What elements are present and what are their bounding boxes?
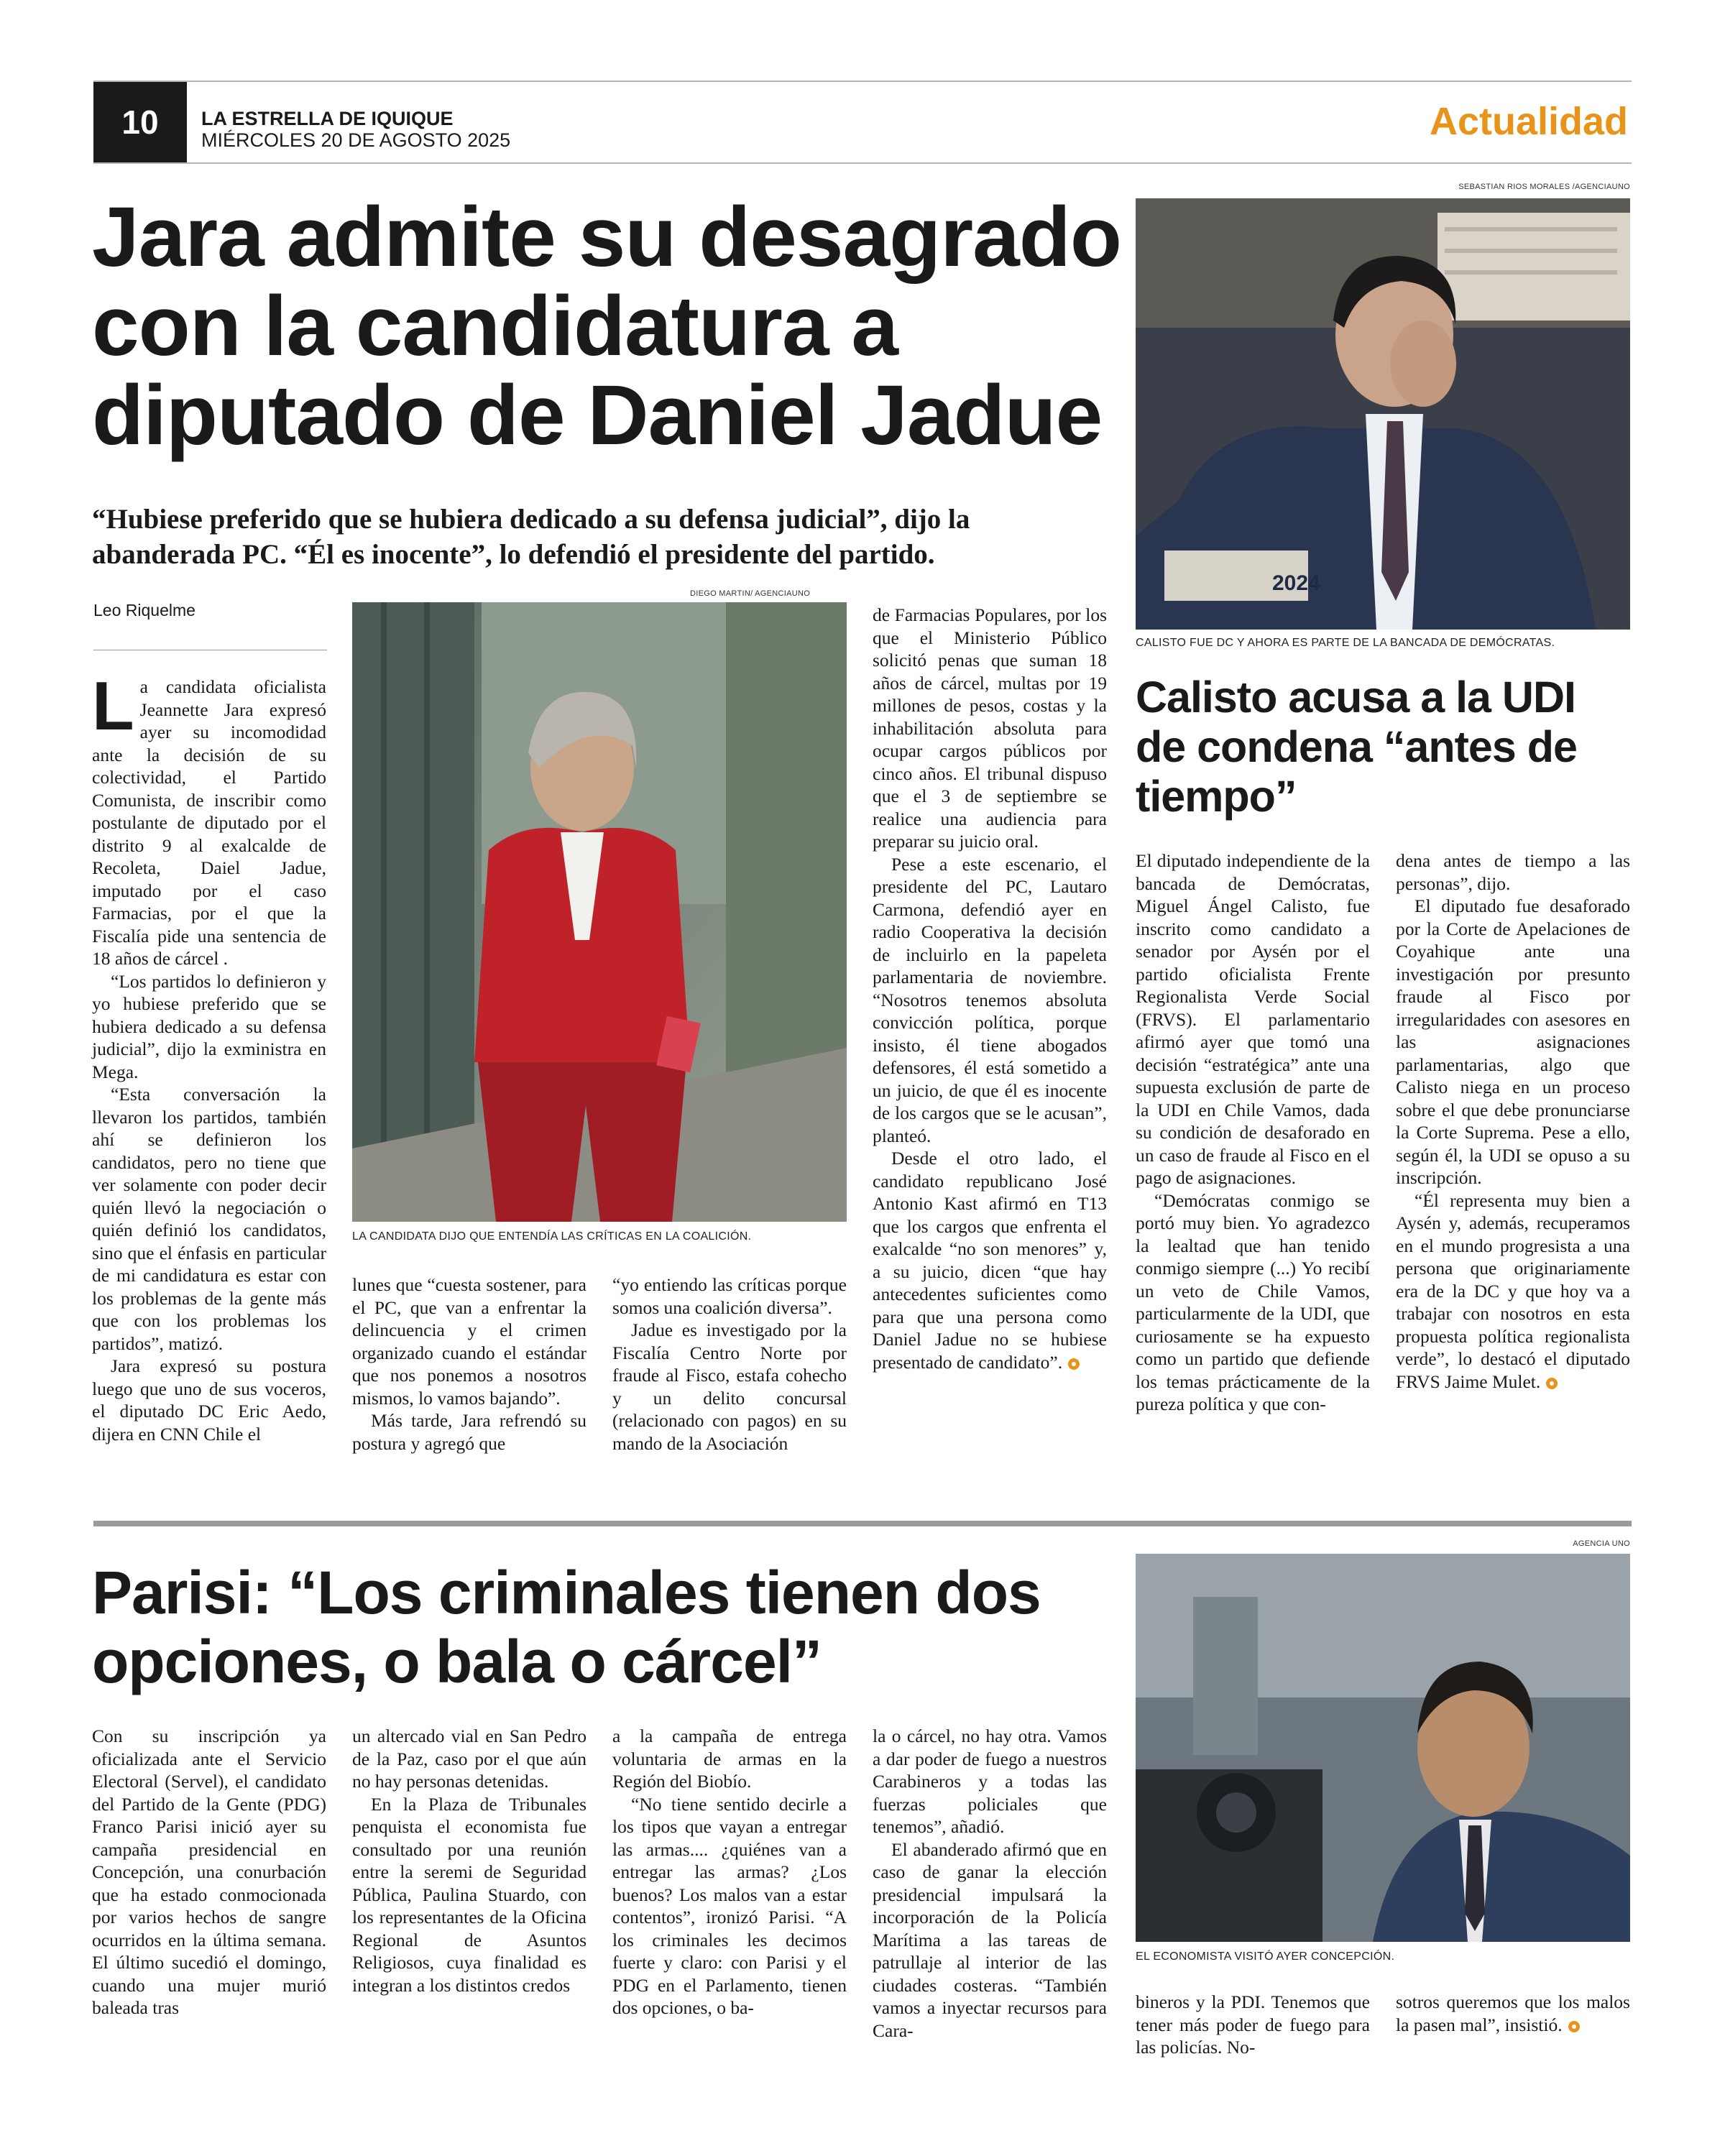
article3-column-4: [873, 1725, 1107, 2042]
article3-column-5: [1136, 1991, 1370, 2059]
article3-column-2: [352, 1725, 586, 1996]
newspaper-name: LA ESTRELLA DE IQUIQUE: [201, 108, 454, 129]
article3-col2-para: un altercado vial en San Pedro de la Paz, caso por el que aún no hay personas detenidas.: [352, 1726, 586, 1792]
article-end-icon: [1068, 1358, 1080, 1370]
header-top-rule: [93, 80, 1632, 82]
article1-col1-para: La candidata oficialista Jeannette Jara expresó ayer su incomodidad ante la decisión de su colectividad, el Partido Comunista, de inscribir como postulante de diputado por el distrito 9 al exalcalde de Recoleta, Daiel Jadue, imputado por el caso Farmacias, por el que la Fiscalía pide una sentencia de 18 años de cárcel .: [92, 668, 326, 969]
page-number: 10: [121, 103, 159, 141]
article2-col2-para: “Él representa muy bien a Aysén y, además, recuperamos en el mundo progresista a una persona que originariamente era de la DC y que hoy va a trabajar con nosotros en esta propuesta política regionalista verde”, lo destacó el diputado FRVS Jaime Mulet.: [1396, 1189, 1630, 1392]
article3-column-3: [612, 1725, 847, 2019]
article1-col1-para: “Los partidos lo definieron y yo hubiese preferido que se hubiera dedicado a su defensa judicial”, dijo la exministra en Mega.: [92, 970, 326, 1082]
section-divider: [93, 1521, 1632, 1526]
article2-photo-credit: SEBASTIAN RIOS MORALES /AGENCIAUNO: [1458, 183, 1630, 191]
article1-col4-para: de Farmacias Populares, por los que el Ministerio Público solicitó penas que suman 18 años de cárcel, multas por 19 millones de pesos, costas y la inhabilitación absoluta para ocupar cargos públicos por cinco años. El tribunal dispuso que el 3 de septiembre se realice una audiencia para preparar su juicio oral.: [873, 604, 1107, 852]
article1-col3-para: “yo entiendo las críticas porque somos una coalición diversa”.: [612, 1274, 847, 1318]
dropcap: L: [92, 668, 134, 745]
article3-column-1: [92, 1725, 326, 2019]
article3-col4-para: El abanderado afirmó que en caso de ganar la elección presidencial impulsará la incorporación de la Policía Marítima a las tareas de patrullaje al interior de las ciudades costeras. “También vamos a inyectar recursos para Cara-: [873, 1838, 1107, 2041]
jara-photo: [352, 602, 847, 1222]
article1-col2-para: Más tarde, Jara refrendó su postura y agregó que: [352, 1410, 586, 1454]
article-end-icon: [1546, 1378, 1558, 1389]
article1-col3-para: Jadue es investigado por la Fiscalía Centro Norte por fraude al Fisco, estafa cohecho y un delito concursal (relacionado con pagos) en su mando de la Asociación: [612, 1319, 847, 1454]
article3-col5-para: bineros y la PDI. Tenemos que tener más poder de fuego para las policías. No-: [1136, 1991, 1370, 2058]
article2-col2-para: El diputado fue desaforado por la Corte de Apelaciones de Coyahique ante una investigación por presunto fraude al Fisco por irregularidades con asesores en las asignaciones parlamentarias, algo que Calisto niega en un proceso sobre el que debe pronunciarse la Corte Suprema. Pese a ello, según él, la UDI se opuso a su inscripción.: [1396, 895, 1630, 1188]
article1-column-4: [873, 604, 1107, 1373]
article1-column-3: [612, 1273, 847, 1455]
article2-column-1: [1136, 849, 1370, 1416]
article3-photo-credit: AGENCIA UNO: [1573, 1539, 1630, 1548]
article1-col1-para: “Esta conversación la llevaron los partidos, también ahí se definieron los candidatos, pero no tiene que ver solamente con poder decir quién llevó la negociación o quién definió los candidatos, sino que el énfasis en particular de mi candidatura es estar con los problemas de la gente más que con los problemas los partidos”, matizó.: [92, 1084, 326, 1354]
article1-photo-credit: DIEGO MARTIN/ AGENCIAUNO: [690, 589, 811, 598]
article3-col4-para: la o cárcel, no hay otra. Vamos a dar poder de fuego a nuestros Carabineros y a todas las fuerzas policiales que tenemos”, añadió.: [873, 1726, 1107, 1837]
article1-col1-para: Jara expresó su postura luego que uno de sus voceros, el diputado DC Eric Aedo, dijera en CNN Chile el: [92, 1355, 326, 1445]
article3-headline: Parisi: “Los criminales tienen dos opciones, o bala o cárcel”: [92, 1559, 1041, 1695]
article-end-icon: [1568, 2021, 1580, 2032]
article3-col3-para: “No tiene sentido decirle a los tipos que vayan a entregar las armas.... ¿quiénes van a entregar las armas? ¿Los buenos? Los malos van a estar contentos”, ironizó Parisi. “A los criminales les decimos fuerte y claro: con Parisi y el PDG en el Parlamento, tienen dos opciones, o ba-: [612, 1793, 847, 2018]
header-bottom-rule: [93, 162, 1632, 164]
article2-col2-para: dena antes de tiempo a las personas”, dijo.: [1396, 850, 1630, 894]
article3-column-6: [1396, 1991, 1630, 2036]
article3-photo-caption: EL ECONOMISTA VISITÓ AYER CONCEPCIÓN.: [1136, 1950, 1395, 1963]
issue-date: MIÉRCOLES 20 DE AGOSTO 2025: [201, 129, 511, 151]
article1-photo-caption: LA CANDIDATA DIJO QUE ENTENDÍA LAS CRÍTICAS EN LA COALICIÓN.: [352, 1230, 752, 1243]
article2-headline: Calisto acusa a la UDI de condena “antes de tiempo”: [1136, 673, 1577, 821]
article2-col1-para: El diputado independiente de la bancada de Demócratas, Miguel Ángel Calisto, fue inscrito como candidato a senador por Aysén por el partido oficialista Frente Regionalista Verde Social (FRVS). El parlamentario afirmó ayer que tomó una decisión “estratégica” ante una supuesta exclusión de parte de la UDI en Chile Vamos, dada su condición de desaforado en un caso de fraude al Fisco en el pago de asignaciones.: [1136, 850, 1370, 1188]
parisi-photo: [1136, 1554, 1630, 1942]
article1-column-1: [92, 668, 326, 1445]
desk-plaque-text: 2024: [1272, 571, 1320, 595]
article1-headline: Jara admite su desagrado con la candidatura a diputado de Daniel Jadue: [92, 190, 1121, 463]
article2-col1-para: “Demócratas conmigo se portó muy bien. Yo agradezco la lealtad que han tenido conmigo siempre (...) Yo recibí un veto de Chile Vamos, particularmente de la UDI, que curiosamente se ha expuesto como un partido que defiende los temas prácticamente de la pureza política y que con-: [1136, 1189, 1370, 1414]
page-number-box: [93, 82, 187, 162]
article2-column-2: [1396, 849, 1630, 1393]
article3-col1-para: Con su inscripción ya oficializada ante el Servicio Electoral (Servel), el candidato del Partido de la Gente (PDG) Franco Parisi inició ayer su campaña presidencial en Concepción, una conurbación que ha estado conmocionada por varios hechos de sangre ocurridos en la última semana. El último sucedió el domingo, cuando una mujer murió baleada tras: [92, 1726, 326, 2018]
section-label: Actualidad: [1429, 100, 1628, 143]
article1-col2-para: lunes que “cuesta sostener, para el PC, que van a enfrentar la delincuencia y el crimen organizado cuando el estándar que nos ponemos a nosotros mismos, lo vamos bajando”.: [352, 1274, 586, 1409]
article1-col4-para: Desde el otro lado, el candidato republicano José Antonio Kast afirmó en T13 que los cargos que enfrenta el exalcalde “no son menores” y, a su juicio, dicen “que hay antecedentes suficientes como para que una persona como Daniel Jadue no se hubiese presentado de candidato”.: [873, 1148, 1107, 1373]
article1-deck: “Hubiese preferido que se hubiera dedicado a su defensa judicial”, dijo la abanderada PC. “Él es inocente”, lo defendió el presidente del partido.: [92, 504, 970, 570]
article3-col2-para: En la Plaza de Tribunales penquista el economista fue consultado por una reunión entre la seremi de Seguridad Pública, Paulina Stuardo, con los representantes de la Oficina Regional de Asuntos Religiosos, cuya finalidad es integran a los distintos credos: [352, 1793, 586, 1996]
article3-col3-para: a la campaña de entrega voluntaria de armas en la Región del Biobío.: [612, 1726, 847, 1792]
article2-photo-caption: CALISTO FUE DC Y AHORA ES PARTE DE LA BANCADA DE DEMÓCRATAS.: [1136, 637, 1555, 649]
article1-byline: Leo Riquelme: [93, 601, 196, 619]
article3-col6-para: sotros queremos que los malos la pasen mal”, insistió.: [1396, 1991, 1630, 2035]
calisto-photo: [1136, 198, 1630, 630]
article1-column-2: [352, 1273, 586, 1455]
article1-col4-para: Pese a este escenario, el presidente del PC, Lautaro Carmona, defendió ayer en radio Cooperativa la decisión de incluirlo en la papeleta parlamentaria de noviembre. “Nosotros tenemos absoluta convicción política, porque insisto, él tiene abogados defensores, él está sometido a un juicio, de que él es inocente de los cargos que se le acusan”, planteó.: [873, 853, 1107, 1146]
